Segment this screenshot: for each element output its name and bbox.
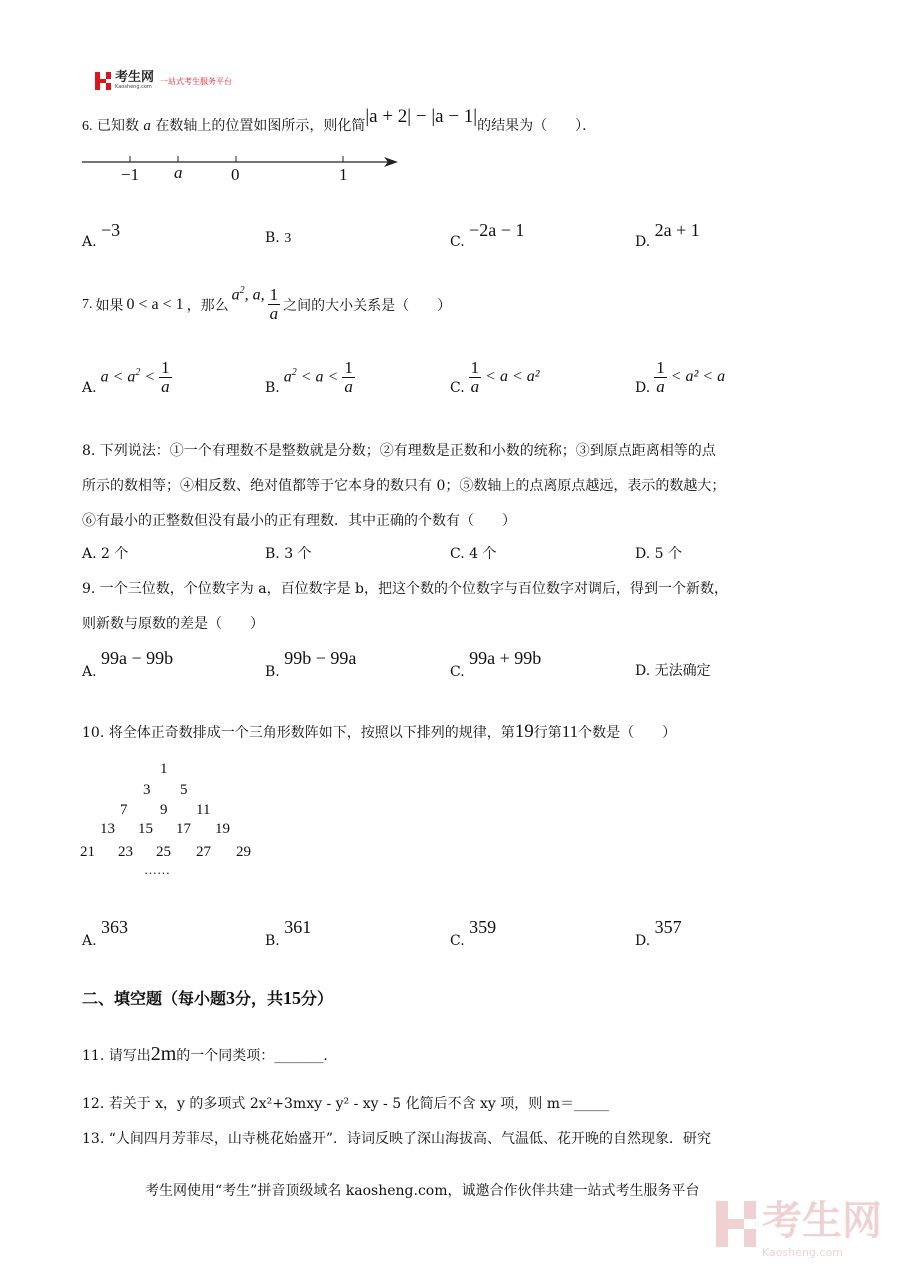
option-value: 5 个	[654, 546, 682, 562]
option-a[interactable]	[82, 543, 128, 563]
option-label: C.	[450, 380, 465, 396]
question-13: 13. “人间四月芳菲尽，山寺桃花始盛开”．诗词反映了深山海拔高、气温低、花开晚的自然现象．研究	[82, 1131, 712, 1147]
option-label: A.	[82, 546, 97, 562]
option-value: 无法确定	[654, 663, 711, 679]
question-9-line: 9. 一个三位数，个位数字为 a，百位数字是 b，把这个数的个位数字与百位数字对调后，得到一个新数，	[82, 581, 729, 597]
math: < a² < a	[670, 368, 726, 385]
site-logo	[95, 72, 232, 90]
question-12: 12. 若关于 x，y 的多项式 2x²+3mxy - y² - xy - 5 化简后不含 xy 项，则 m＝_____	[82, 1096, 610, 1112]
denominator: a	[344, 376, 353, 396]
section-heading	[82, 986, 333, 1009]
option-b[interactable]	[265, 648, 357, 681]
option-label: C.	[450, 234, 465, 250]
math-sup: 2	[291, 367, 297, 379]
logo-domain: Kaosheng.com	[115, 84, 152, 90]
option-value: 3	[284, 231, 292, 246]
option-d[interactable]	[635, 917, 682, 950]
ellipsis: ……	[144, 862, 170, 877]
option-value: −3	[101, 220, 121, 240]
question-text: ，那么	[186, 297, 229, 314]
option-c[interactable]	[450, 648, 542, 681]
triangle-number: 29	[236, 844, 251, 860]
triangle-number: 23	[118, 844, 133, 860]
option-value: −2a − 1	[469, 220, 525, 240]
option-d[interactable]	[635, 660, 711, 680]
denominator: a	[656, 376, 665, 396]
option-label: B.	[265, 933, 280, 949]
triangle-number: 19	[215, 821, 230, 837]
logo-text: 考生网	[115, 70, 155, 85]
option-label: D.	[635, 663, 651, 679]
denominator: a	[269, 304, 279, 323]
option-b[interactable]	[265, 230, 291, 247]
option-label: A.	[82, 380, 97, 396]
option-value: 361	[284, 917, 312, 937]
option-label: C.	[450, 933, 465, 949]
option-c[interactable]	[450, 358, 540, 396]
option-b[interactable]	[265, 543, 312, 563]
option-d[interactable]	[635, 543, 682, 563]
option-a[interactable]	[82, 648, 174, 681]
question-text: 行第	[533, 725, 562, 741]
option-c[interactable]	[450, 543, 496, 563]
option-value: 4 个	[469, 546, 497, 562]
question-10	[82, 721, 676, 743]
question-8-line: ⑥有最小的正整数但没有最小的正有理数．其中正确的个数有（ ）	[82, 513, 516, 529]
option-label: D.	[635, 234, 651, 250]
heading-text: 二、填空题（每小题	[82, 989, 227, 1008]
numerator: 1	[344, 357, 353, 377]
question-text: 在数轴上的位置如图所示，则化简	[155, 118, 366, 134]
math: < a <	[296, 368, 339, 386]
option-d[interactable]	[635, 358, 725, 396]
denominator: a	[161, 376, 170, 396]
question-7	[82, 286, 451, 323]
question-text: 已知数	[96, 118, 139, 134]
triangle-number: 25	[156, 844, 171, 860]
triangle-number: 17	[176, 821, 191, 837]
math-sup: 2	[239, 284, 245, 296]
math-expression: 0 < a < 1	[126, 295, 184, 313]
option-label: A.	[82, 664, 97, 680]
heading-number: 15	[283, 988, 302, 1008]
fraction	[268, 286, 281, 323]
option-label: B.	[265, 380, 280, 396]
math-var: a	[231, 286, 240, 304]
math-sup: 2	[135, 367, 141, 379]
option-label: D.	[635, 933, 651, 949]
heading-text: 分）	[301, 989, 334, 1008]
fraction	[469, 359, 482, 396]
question-text: 的一个同类项：_______.	[176, 1048, 328, 1064]
numerator: 1	[269, 285, 279, 304]
math-expression: |a + 2| − |a − 1|	[365, 106, 478, 127]
axis-label: 0	[231, 165, 240, 184]
option-label: C.	[450, 664, 465, 680]
triangle-number: 3	[143, 782, 151, 798]
math-number: 11	[561, 722, 579, 741]
option-b[interactable]	[265, 917, 312, 950]
option-value: 3 个	[284, 546, 312, 562]
watermark-logo-icon	[716, 1201, 756, 1247]
option-label: C.	[450, 546, 465, 562]
question-number: 7.	[82, 296, 93, 312]
fraction	[342, 359, 355, 396]
option-value: 2a + 1	[654, 220, 700, 240]
triangle-number: 7	[120, 802, 128, 818]
heading-number: 3	[226, 988, 236, 1008]
question-number: 6.	[82, 119, 93, 134]
watermark-text: 考生网	[762, 1198, 882, 1244]
triangle-number: 5	[180, 782, 188, 798]
axis-label: −1	[121, 165, 140, 184]
math: <	[140, 368, 156, 386]
option-label: B.	[265, 664, 280, 680]
triangle-number: 21	[80, 844, 95, 860]
math-var: , a,	[244, 286, 265, 304]
option-label: D.	[635, 380, 651, 396]
math-number: 19	[514, 721, 534, 742]
option-a[interactable]	[82, 917, 129, 950]
triangle-number: 11	[196, 802, 211, 818]
option-value: 99a − 99b	[101, 648, 174, 668]
option-value: 99b − 99a	[284, 648, 357, 668]
option-label: D.	[635, 546, 651, 562]
numerator: 1	[161, 357, 170, 377]
option-label: B.	[265, 230, 280, 246]
option-value: 99a + 99b	[469, 648, 542, 668]
math: a < a	[100, 368, 136, 386]
question-11	[82, 1043, 328, 1066]
numerator: 1	[656, 357, 665, 377]
question-text: 10. 将全体正奇数排成一个三角形数阵如下，按照以下排列的规律，第	[82, 725, 515, 741]
triangle-number: 13	[100, 821, 115, 837]
math-expression: 2m	[150, 1043, 177, 1065]
option-value: 2 个	[101, 546, 129, 562]
question-text: 之间的大小关系是（ ）	[283, 297, 452, 314]
question-8-line: 所示的数相等；④相反数、绝对值都等于它本身的数只有 0；⑤数轴上的点离原点越远，表示的数越大；	[82, 478, 726, 494]
question-text: 11. 请写出	[82, 1048, 151, 1064]
logo-icon	[95, 72, 111, 90]
fraction	[654, 359, 667, 396]
watermark	[716, 1189, 882, 1259]
option-c[interactable]	[450, 220, 525, 251]
math: a	[283, 368, 292, 386]
fraction	[159, 359, 172, 396]
axis-label: a	[174, 163, 183, 182]
option-value: 363	[101, 917, 129, 937]
axis-label: 1	[339, 165, 348, 184]
option-a[interactable]	[82, 358, 172, 396]
logo-slogan: 一站式考生服务平台	[160, 76, 233, 86]
triangle-number: 1	[160, 761, 168, 777]
triangle-number: 15	[138, 821, 153, 837]
option-b[interactable]	[265, 358, 355, 396]
option-value: 357	[654, 917, 682, 937]
question-text: 个数是（ ）	[578, 725, 677, 741]
option-label: B.	[265, 546, 280, 562]
question-6	[82, 106, 597, 136]
denominator: a	[470, 376, 480, 396]
page-footer: 考生网使用“考生”拼音顶级域名 kaosheng.com，诚邀合作伙伴共建一站式考生服务平台	[145, 1183, 700, 1199]
heading-text: 分，共	[235, 989, 284, 1008]
option-a[interactable]	[82, 220, 121, 251]
math: < a < a²	[485, 368, 540, 385]
question-text: 的结果为（ ）．	[477, 118, 597, 134]
numerator: 1	[470, 357, 480, 377]
math-var: a	[143, 118, 151, 134]
question-text: 如果	[95, 297, 124, 314]
question-8-line: 8. 下列说法：①一个有理数不是整数就是分数；②有理数是正数和小数的统称；③到原点距离相等的点	[82, 443, 716, 459]
triangle-number: 27	[196, 844, 211, 860]
option-label: A.	[82, 933, 97, 949]
option-d[interactable]	[635, 220, 700, 251]
option-value: 359	[469, 917, 497, 937]
option-label: A.	[82, 234, 97, 250]
question-9-line: 则新数与原数的差是（ ）	[82, 616, 264, 632]
watermark-domain: Kaosheng.com	[762, 1246, 843, 1259]
triangle-number: 9	[160, 802, 168, 818]
option-c[interactable]	[450, 917, 497, 950]
